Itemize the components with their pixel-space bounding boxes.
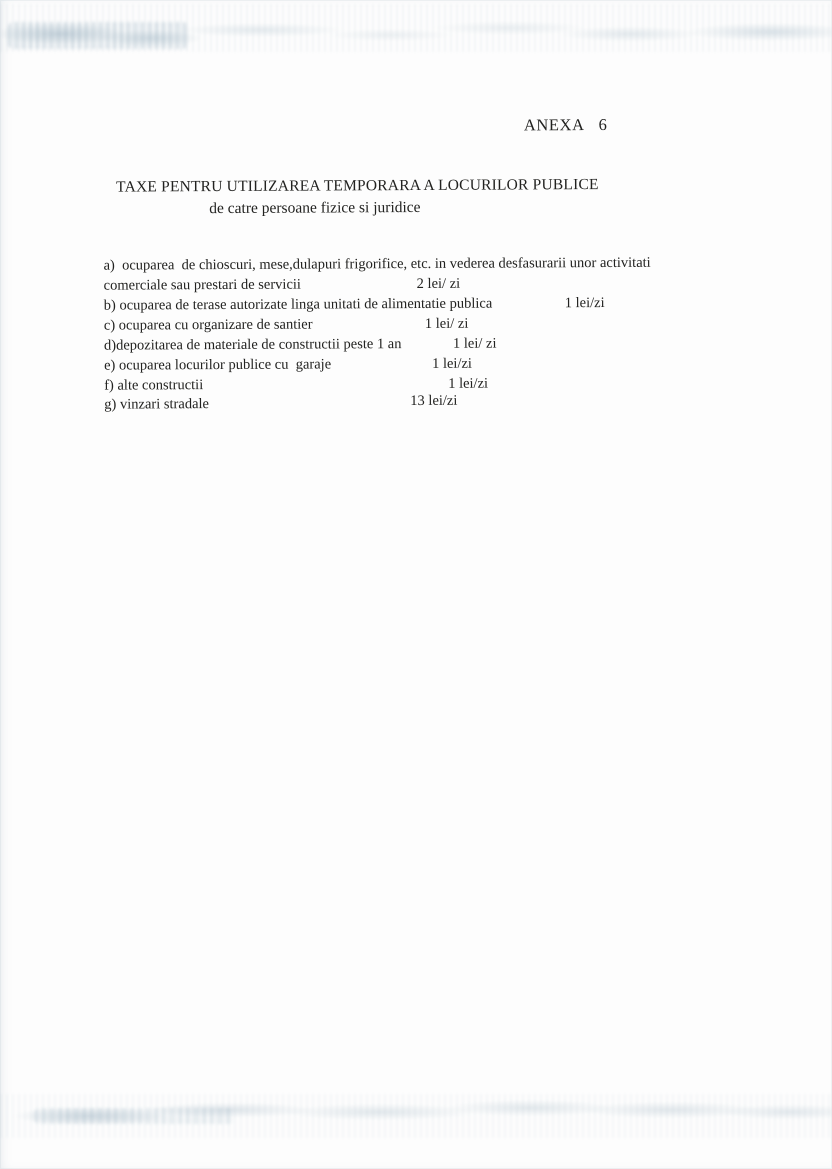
fee-item-text: f) alte constructii [104,377,204,394]
fee-item-value: 1 lei/zi [564,295,605,312]
fee-item-text: comerciale sau prestari de servicii [103,276,301,294]
annex-number: 6 [598,114,608,135]
fee-item-text: a) ocuparea de chioscuri, mese,dulapuri frigorifice, etc. in vederea desfasurarii unor activitati [103,254,651,274]
fee-item-value: 1 lei/ zi [424,315,469,332]
fee-item-text: e) ocuparea locurilor publice cu garaje [104,356,332,374]
fee-item-value: 1 lei/zi [432,355,472,372]
fee-item-value: 1 lei/zi [448,375,489,392]
fee-item-value: 13 lei/zi [410,392,458,410]
fee-item-text: c) ocuparea cu organizare de santier [103,316,313,334]
fee-item-g [0,393,832,417]
fee-item-text: g) vinzari stradale [104,396,209,413]
annex-label: ANEXA [523,115,585,135]
doc-title: TAXE PENTRU UTILIZAREA TEMPORARA A LOCURILOR PUBLICE [116,176,599,196]
fee-item-value: 1 lei/ zi [452,335,497,352]
annex-heading [524,115,608,135]
fee-item-text: b) ocuparea de terase autorizate linga unitati de alimentatie publica [103,295,493,314]
fee-item-value: 2 lei/ zi [416,275,461,292]
fee-item-text: d)depozitarea de materiale de constructii peste 1 an [103,336,402,354]
doc-subtitle: de catre persoane fizice si juridice [209,198,421,218]
